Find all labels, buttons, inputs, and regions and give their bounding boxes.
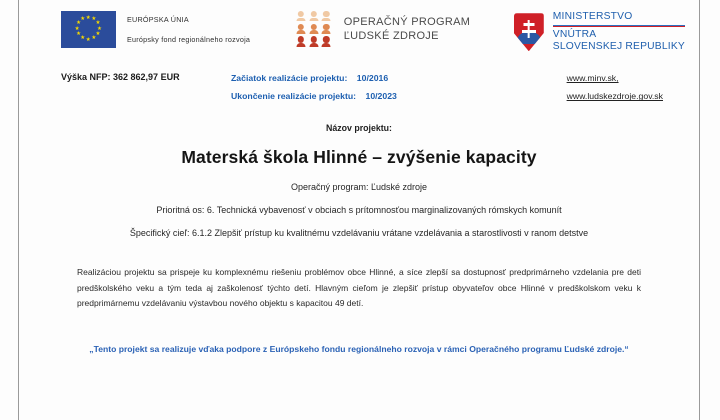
project-start-value: 10/2016 [356, 73, 389, 84]
ministry-line-2: VNÚTRA [552, 29, 597, 41]
eu-star-icon [86, 38, 89, 41]
op-line-1: OPERAČNÝ PROGRAM [343, 16, 471, 28]
eu-star-icon [91, 17, 94, 20]
eu-logo-block [61, 11, 250, 48]
eu-star-icon [76, 21, 79, 24]
operational-program-line: Operačný program: Ľudské zdroje [290, 182, 428, 193]
project-end-label: Ukončenie realizácie projektu: [231, 91, 357, 102]
eu-star-icon [75, 27, 78, 30]
ministry-logo-block [514, 11, 685, 53]
link-minv[interactable]: www.minv.sk, [566, 73, 619, 84]
project-title-block [19, 123, 699, 238]
slovak-coat-of-arms-icon [514, 13, 544, 51]
specific-goal-line: Špecifický cieľ: 6.1.2 Zlepšiť prístup ku kvalitnému vzdelávaniu vrátane vzdelávania a starostlivosti v ranom detstve [129, 228, 589, 239]
eu-title: EURÓPSKA ÚNIA [127, 15, 189, 24]
project-name-label: Názov projektu: [326, 123, 392, 134]
website-links [567, 69, 699, 105]
project-info-row [19, 53, 699, 105]
project-end-value: 10/2023 [365, 91, 397, 102]
funding-statement: „Tento projekt sa realizuje vďaka podpore z Európskeho fondu regionálneho rozvoja v rámci Operačného programu Ľudské zdroje.“ [89, 343, 629, 354]
project-end-row [231, 87, 397, 105]
ministry-red-rule [553, 26, 685, 27]
project-start-label: Začiatok realizácie projektu: [231, 73, 348, 84]
people-grid-icon [296, 11, 332, 47]
project-description: Realizáciou projektu sa prispeje ku komplexnému riešeniu problémov obce Hlinné, a síce zlepší sa dostupnosť predprimárneho vzdelania pre deti predškolského veku a tým teda aj zaškolenosť týchto detí. Hlavným cieľom je zlepšiť prístup obyvateľov obce Hlinné v predškolskom veku k predprimárnemu vzdelávaniu výstavbou nového objektu s kapacitou 49 detí. [77, 267, 641, 309]
operational-program-logo-block [296, 11, 470, 47]
eu-logo-text [127, 15, 250, 44]
eu-fund-name: Európsky fond regionálneho rozvoja [127, 35, 251, 44]
project-dates [231, 69, 397, 105]
document-content [19, 0, 699, 420]
nfp-amount: Výška NFP: 362 862,97 EUR [61, 72, 180, 83]
op-line-2: ĽUDSKÉ ZDROJE [343, 30, 439, 42]
ministry-logo-text [553, 11, 685, 53]
operational-program-logo-text [344, 15, 470, 43]
eu-star-icon [76, 32, 79, 35]
project-start-row [231, 69, 397, 87]
logo-bar [19, 0, 699, 53]
eu-flag-icon [61, 11, 116, 48]
page-border-right [699, 0, 700, 420]
eu-star-icon [97, 27, 100, 30]
eu-star-icon [95, 21, 98, 24]
eu-star-icon [91, 36, 94, 39]
eu-star-icon [86, 16, 89, 19]
priority-axis-line: Prioritná os: 6. Technická vybavenosť v obciach s prítomnosťou marginalizovaných rómskych komunít [156, 205, 562, 216]
link-ludskezdroje[interactable]: www.ludskezdroje.gov.sk [566, 91, 663, 102]
ministry-line-1: MINISTERSTVO [553, 11, 685, 26]
ministry-line-3: SLOVENSKEJ REPUBLIKY [552, 41, 685, 53]
page-title: Materská škola Hlinné – zvýšenie kapacity [181, 147, 537, 168]
eu-star-icon [80, 17, 83, 20]
